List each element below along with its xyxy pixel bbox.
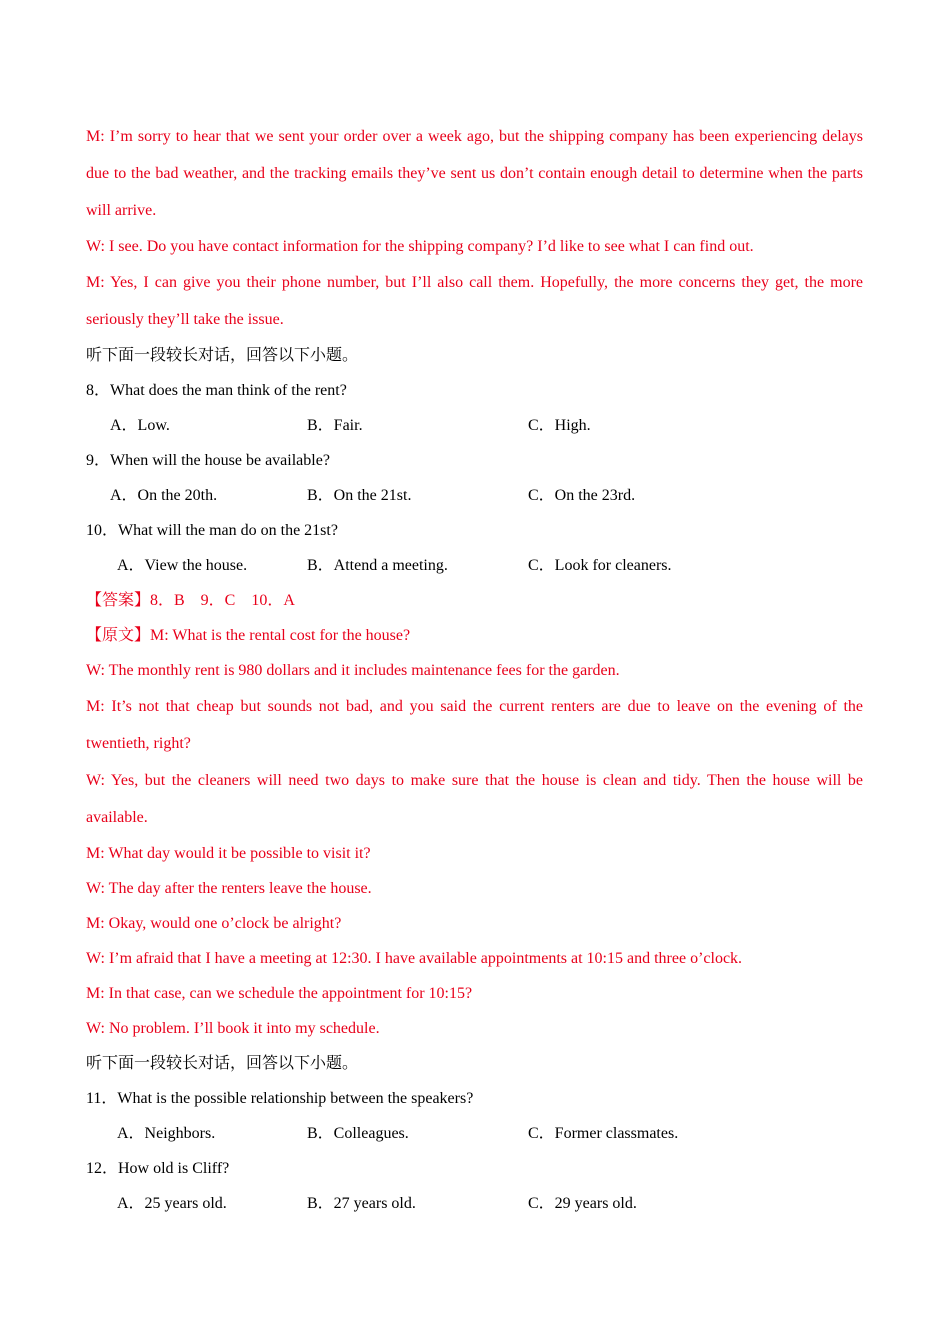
options-row [86, 1186, 863, 1221]
options-row [86, 408, 863, 443]
option-a: A．25 years old. [117, 1195, 227, 1212]
section-instruction: 听下面一段较长对话，回答以下小题。 [86, 1055, 359, 1072]
option-c: C．29 years old. [528, 1195, 637, 1212]
transcript-line: M: What day would it be possible to visit it? [86, 845, 371, 862]
option-c: C．Former classmates. [528, 1125, 679, 1142]
question-stem: 8．What does the man think of the rent? [86, 382, 347, 399]
option-c: C．On the 23rd. [528, 487, 636, 504]
transcript-line: W: Yes, but the cleaners will need two days to make sure that the house is clean and tidy. Then the house will be available. [86, 772, 863, 826]
option-c: C．High. [528, 417, 591, 434]
option-b: B．27 years old. [307, 1195, 416, 1212]
transcript-line: W: I’m afraid that I have a meeting at 12:30. I have available appointments at 10:15 and three o’clock. [86, 950, 743, 967]
question-11 [86, 1081, 863, 1151]
transcript-line: M: Yes, I can give you their phone number, but I’ll also call them. Hopefully, the more concerns they get, the more seriously they’ll take the issue. [86, 274, 863, 328]
option-a: A．Neighbors. [117, 1125, 216, 1142]
question-stem: 12．How old is Cliff? [86, 1160, 230, 1177]
transcript-line: M: What is the rental cost for the house? [150, 627, 411, 644]
options-row [86, 478, 863, 513]
transcript-line: W: The monthly rent is 980 dollars and it includes maintenance fees for the garden. [86, 662, 620, 679]
option-c: C．Look for cleaners. [528, 557, 672, 574]
transcript-first-line [86, 618, 863, 653]
question-stem: 10．What will the man do on the 21st? [86, 522, 338, 539]
option-a: A．Low. [110, 417, 170, 434]
transcript-label: 【原文】 [86, 627, 151, 644]
option-b: B．Fair. [307, 417, 363, 434]
transcript-line: W: The day after the renters leave the house. [86, 880, 372, 897]
question-stem: 11．What is the possible relationship between the speakers? [86, 1090, 474, 1107]
option-b: B．Attend a meeting. [307, 557, 448, 574]
question-8 [86, 373, 863, 443]
question-12 [86, 1151, 863, 1221]
question-stem: 9．When will the house be available? [86, 452, 330, 469]
option-b: B．On the 21st. [307, 487, 412, 504]
options-row [86, 548, 863, 583]
transcript-line: W: No problem. I’ll book it into my schedule. [86, 1020, 380, 1037]
document-page [86, 118, 863, 1221]
transcript-line: M: In that case, can we schedule the appointment for 10:15? [86, 985, 473, 1002]
answer-key: 【答案】8．B 9．C 10．A [86, 592, 295, 609]
question-9 [86, 443, 863, 513]
transcript-line: M: I’m sorry to hear that we sent your order over a week ago, but the shipping company has been experiencing delays due to the bad weather, and the tracking emails they’ve sent us don’t contain enough detail to determine when the parts will arrive. [86, 128, 863, 219]
transcript-line: M: Okay, would one o’clock be alright? [86, 915, 342, 932]
question-10 [86, 513, 863, 583]
option-a: A．On the 20th. [110, 487, 218, 504]
options-row [86, 1116, 863, 1151]
transcript-line: M: It’s not that cheap but sounds not bad, and you said the current renters are due to leave on the evening of the twentieth, right? [86, 698, 863, 752]
option-b: B．Colleagues. [307, 1125, 409, 1142]
transcript-line: W: I see. Do you have contact information for the shipping company? I’d like to see what I can find out. [86, 238, 754, 255]
section-instruction: 听下面一段较长对话，回答以下小题。 [86, 347, 359, 364]
option-a: A．View the house. [117, 557, 248, 574]
